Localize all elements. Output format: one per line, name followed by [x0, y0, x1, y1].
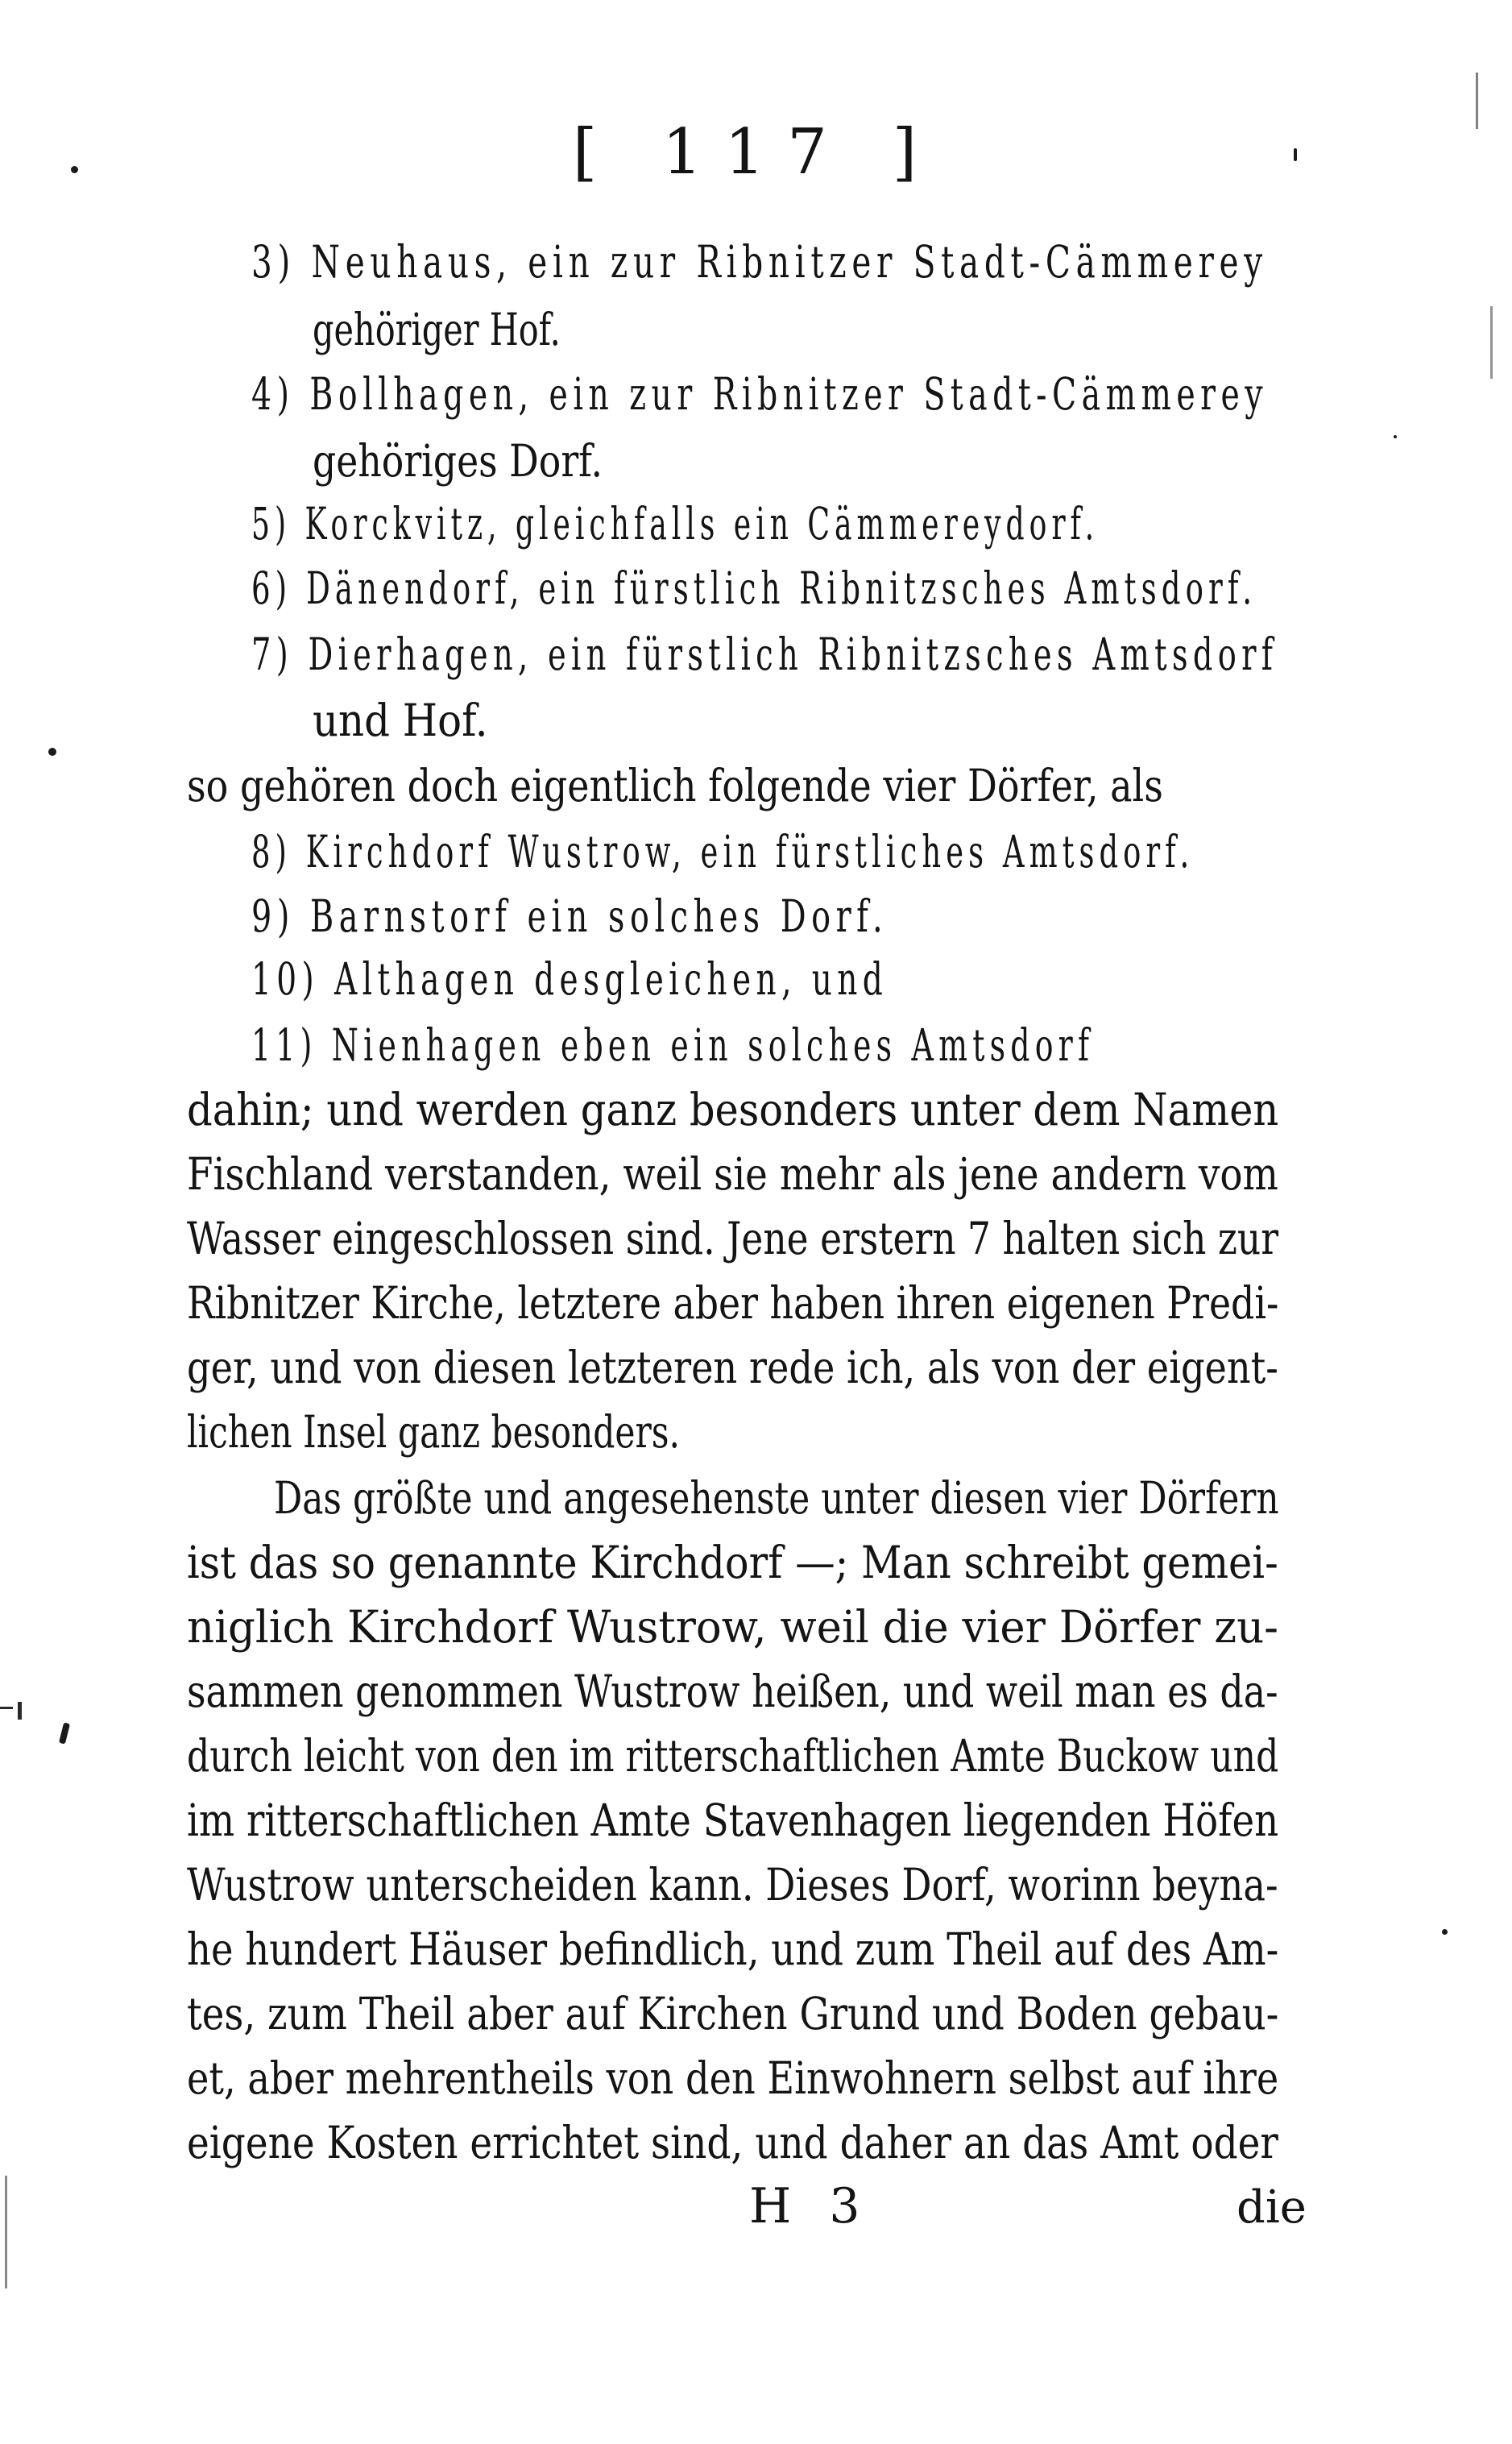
text-line: 6) Dänendorf, ein fürstlich Ribnitzsches Amtsdorf.: [251, 562, 1257, 614]
text-line: ist das so genannte Kirchdorf —; Man schreibt gemei-: [187, 1537, 1278, 1588]
page-edge-mark: [18, 1702, 22, 1720]
text-line: 4) Bollhagen, ein zur Ribnitzer Stadt-Cämmerey: [251, 368, 1269, 420]
scan-speck: [1442, 1929, 1448, 1935]
text-line: und Hof.: [313, 695, 488, 746]
text-line: tes, zum Theil aber auf Kirchen Grund und Boden gebau-: [187, 1988, 1279, 2039]
text-line: Das größte und angesehenste unter diesen vier Dörfern: [274, 1472, 1279, 1524]
text-line: lichen Insel ganz besonders.: [187, 1406, 681, 1458]
page-edge-mark: [5, 2176, 7, 2288]
catchword: die: [1237, 2181, 1307, 2234]
signature-mark: H 3: [749, 2178, 872, 2234]
page-edge-mark: [1490, 306, 1493, 379]
text-line: he hundert Häuser befindlich, und zum Theil auf des Am-: [187, 1923, 1279, 1975]
text-line: 9) Barnstorf ein solches Dorf.: [251, 890, 889, 942]
page-number: [ 117 ]: [572, 116, 940, 189]
text-line: gehöriges Dorf.: [313, 435, 603, 487]
text-line: durch leicht von den im ritterschaftlichen Amte Buckow und: [187, 1730, 1279, 1782]
scan-speck: [71, 166, 78, 173]
text-line: niglich Kirchdorf Wustrow, weil die vier Dörfer zu-: [187, 1601, 1279, 1653]
text-line: et, aber mehrentheils von den Einwohnern selbst auf ihre: [187, 2052, 1279, 2104]
text-line: 3) Neuhaus, ein zur Ribnitzer Stadt-Cämmerey: [251, 236, 1268, 288]
page-edge-mark: [0, 1707, 13, 1709]
text-line: eigene Kosten errichtet sind, und daher an das Amt oder: [187, 2117, 1278, 2168]
text-line: dahin; und werden ganz besonders unter dem Namen: [187, 1084, 1279, 1135]
text-line: 8) Kirchdorf Wustrow, ein fürstliches Amtsdorf.: [251, 826, 1195, 878]
scan-speck: [48, 748, 56, 756]
text-line: Fischland verstanden, weil sie mehr als jene andern vom: [187, 1148, 1278, 1200]
text-line: 10) Althagen desgleichen, und: [251, 953, 889, 1005]
text-line: ger, und von diesen letzteren rede ich, als von der eigent-: [187, 1342, 1278, 1393]
text-line: sammen genommen Wustrow heißen, und weil man es da-: [187, 1666, 1278, 1717]
text-line: 5) Korckvitz, gleichfalls ein Cämmereydorf.: [251, 498, 1100, 550]
text-line: Wustrow unterscheiden kann. Dieses Dorf, worinn beyna-: [187, 1859, 1278, 1911]
scan-speck: [1394, 435, 1397, 438]
text-line: gehöriger Hof.: [313, 304, 561, 355]
text-line: Wasser eingeschlossen sind. Jene erstern 7 halten sich zur: [187, 1213, 1279, 1264]
scan-speck: [1294, 148, 1297, 161]
page-edge-mark: [1476, 73, 1478, 129]
scan-speck: [59, 1722, 70, 1744]
text-line: 7) Dierhagen, ein fürstlich Ribnitzsches Amtsdorf: [251, 629, 1278, 680]
text-line: 11) Nienhagen eben ein solches Amtsdorf: [251, 1019, 1095, 1071]
text-line: Ribnitzer Kirche, letztere aber haben ihren eigenen Predi-: [187, 1277, 1279, 1329]
text-line: so gehören doch eigentlich folgende vier Dörfer, als: [187, 760, 1163, 811]
text-line: im ritterschaftlichen Amte Stavenhagen liegenden Höfen: [187, 1795, 1279, 1846]
